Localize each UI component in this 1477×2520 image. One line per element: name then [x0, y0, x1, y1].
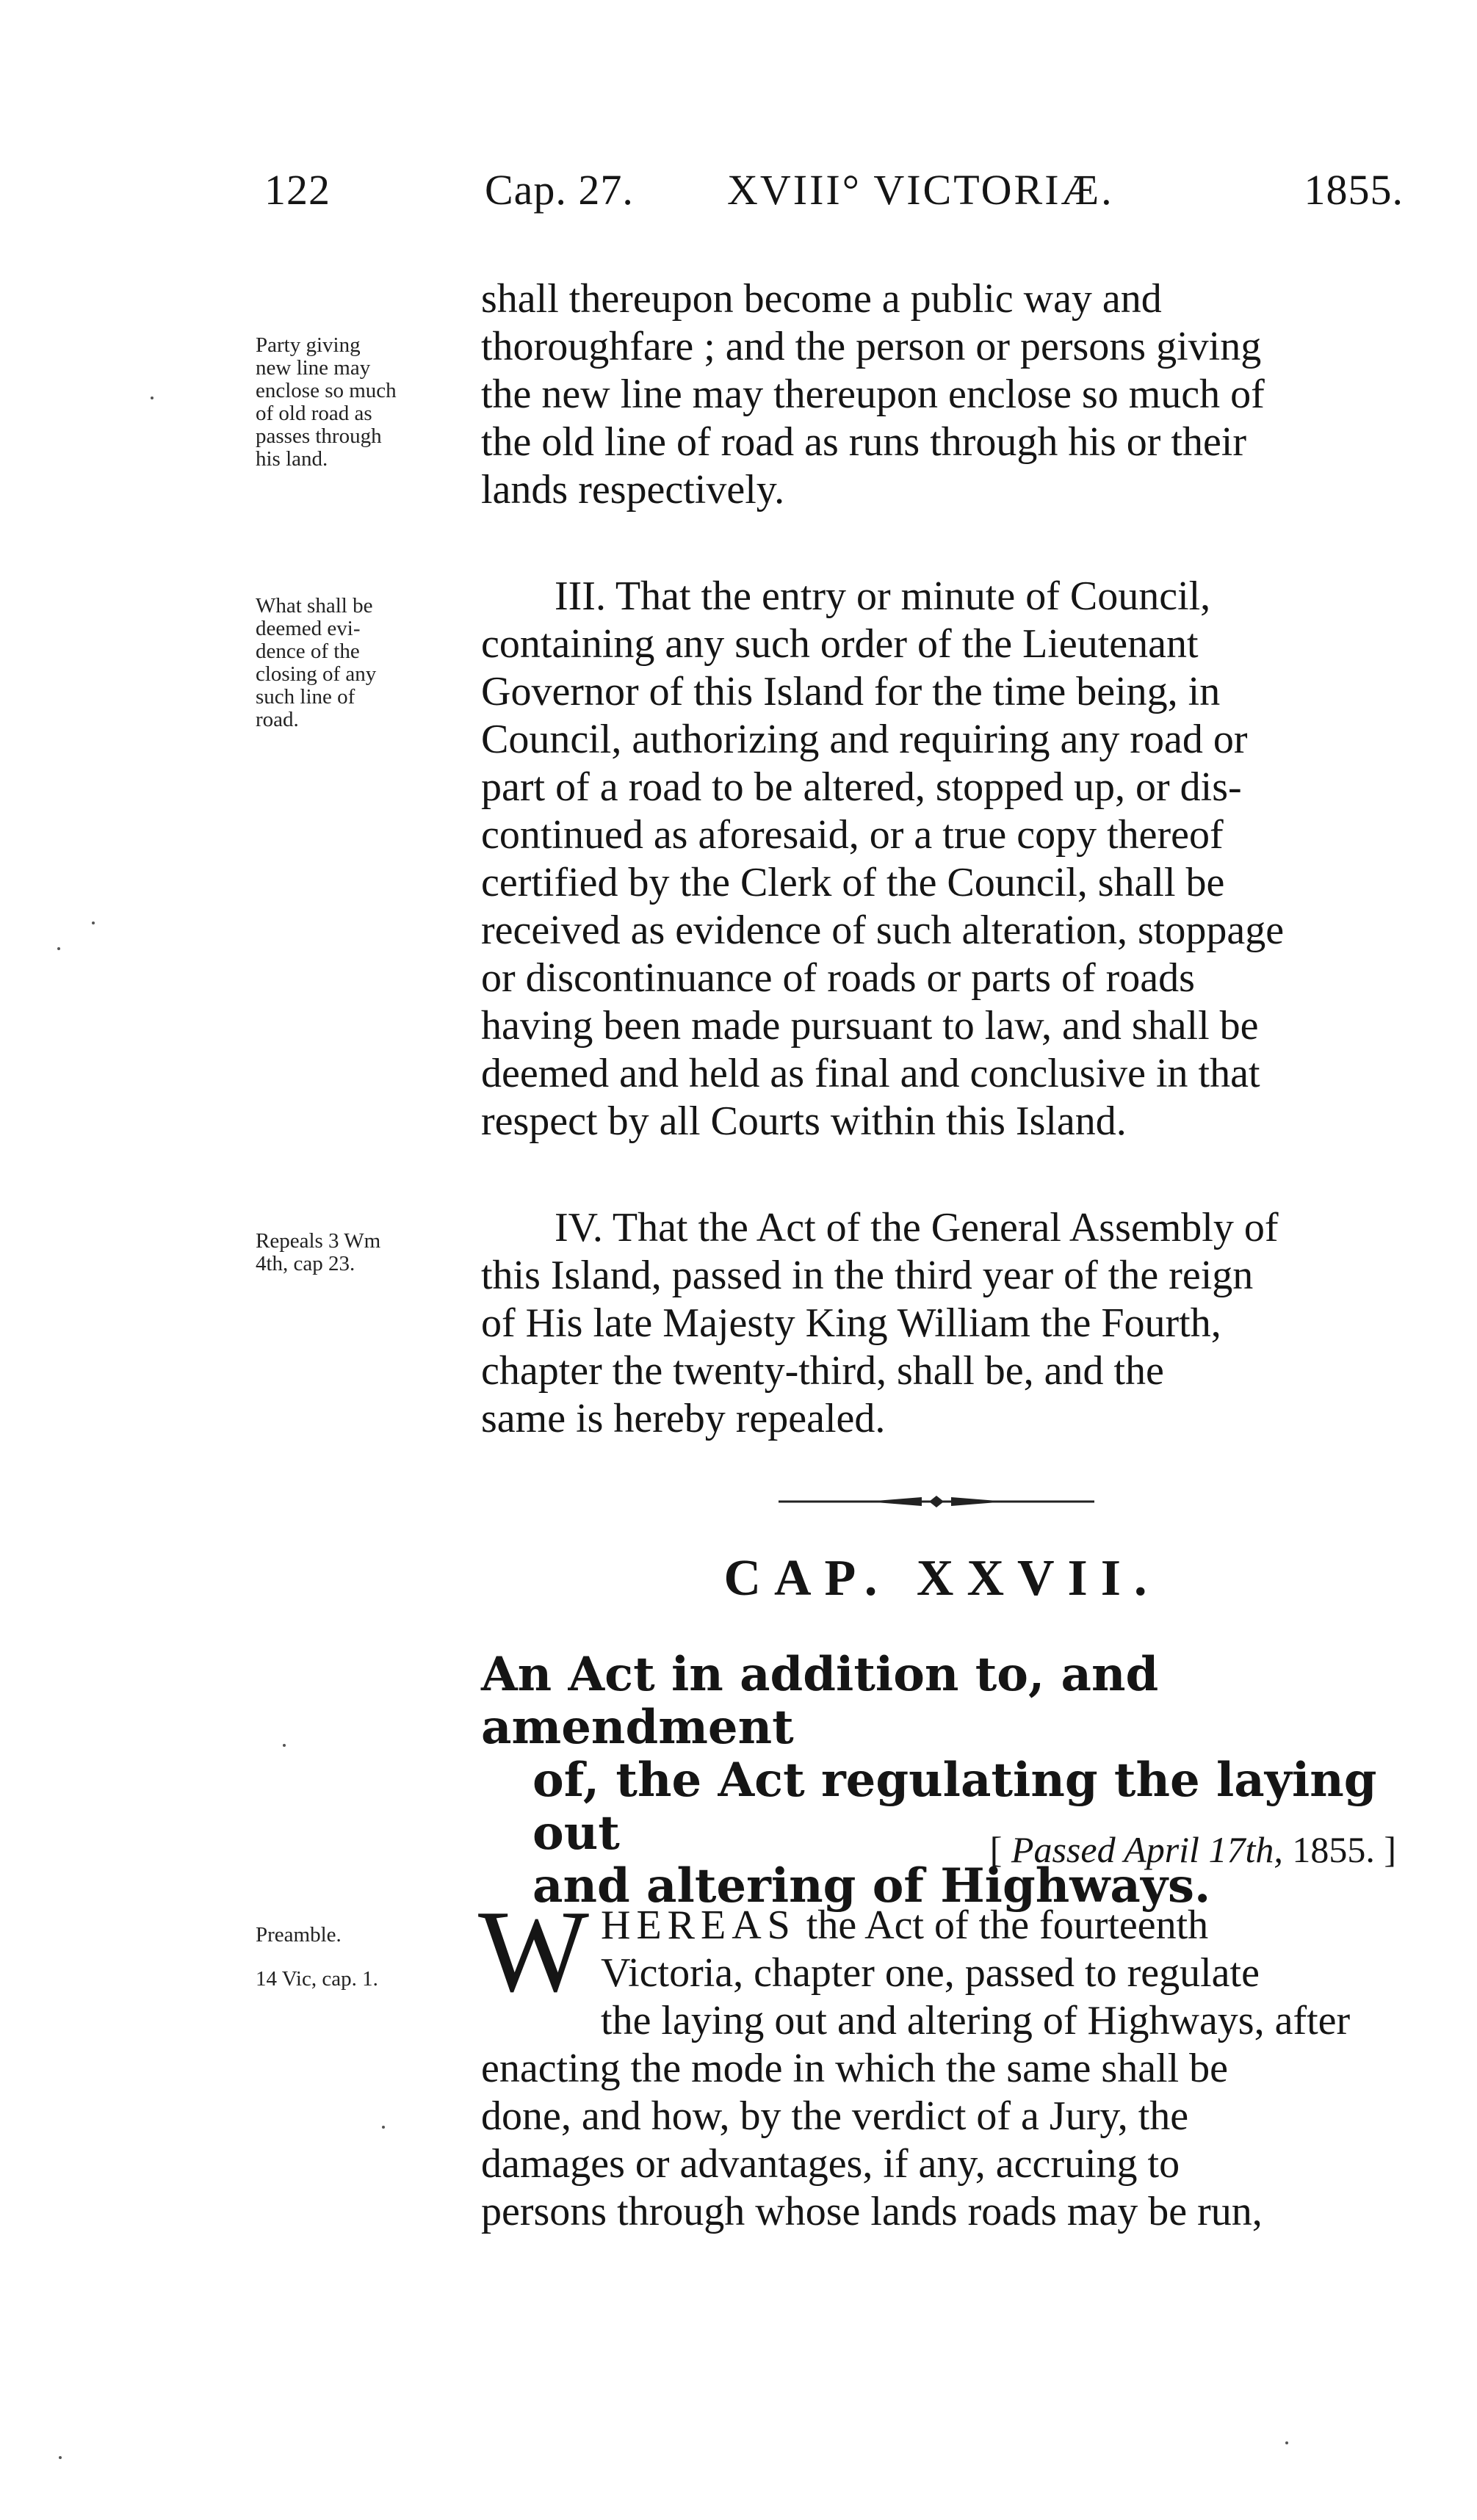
text-line: thoroughfare ; and the person or persons giving — [481, 324, 1262, 369]
side-note-line: of old road as — [256, 402, 372, 425]
passed-year: 1855. — [1292, 1829, 1375, 1870]
side-note-line: Party giving — [256, 333, 361, 357]
side-note-repeals — [256, 1230, 469, 1275]
bracket-open: [ — [989, 1829, 1003, 1870]
side-note-line: such line of — [256, 685, 355, 709]
text-line: III. That the entry or minute of Council, — [555, 573, 1211, 619]
text-line: received as evidence of such alteration, stoppage — [481, 908, 1285, 953]
act-title-line: of, the Act regulating the laying out — [532, 1753, 1377, 1861]
text-line: part of a road to be altered, stopped up, or dis- — [481, 764, 1242, 810]
text-line: respect by all Courts within this Island. — [481, 1098, 1127, 1144]
side-note-line: enclose so much — [256, 379, 397, 402]
side-note-line: closing of any — [256, 662, 377, 686]
side-note-line: passes through — [256, 424, 382, 448]
chapter-heading: CAP. XXVII. — [723, 1550, 1160, 1607]
text-line: continued as aforesaid, or a true copy thereof — [481, 812, 1224, 858]
text-line: damages or advantages, if any, accruing to — [481, 2141, 1180, 2187]
section-iii — [481, 573, 1403, 1145]
side-note-evidence — [256, 595, 469, 731]
side-note-preamble: Preamble. — [256, 1923, 342, 1947]
ornamental-divider — [771, 1494, 1102, 1509]
text-line: chapter the twenty-third, shall be, and the — [481, 1348, 1164, 1394]
chapter-label: Cap. 27. — [485, 166, 634, 214]
text-line: lands respectively. — [481, 467, 785, 513]
side-note-line: new line may — [256, 356, 371, 380]
section-iv — [481, 1204, 1403, 1443]
text-line: this Island, passed in the third year of the reign — [481, 1253, 1254, 1298]
text-line: or discontinuance of roads or parts of roads — [481, 955, 1195, 1001]
passed-label: Passed April 17th, — [1011, 1829, 1283, 1870]
text-line: enacting the mode in which the same shall be — [481, 2046, 1229, 2091]
text-line: deemed and held as final and conclusive in that — [481, 1051, 1260, 1096]
act-title-line: An Act in addition to, and amendment — [481, 1647, 1159, 1755]
header-year: 1855. — [1304, 166, 1404, 214]
passed-date — [990, 1828, 1396, 1871]
side-note-party-giving — [256, 334, 469, 471]
paragraph-text — [481, 573, 1403, 1145]
text-line: the laying out and altering of Highways, after — [601, 1998, 1351, 2043]
text-line: Governor of this Island for the time being, in — [481, 669, 1221, 714]
text-line: containing any such order of the Lieutenant — [481, 621, 1199, 667]
side-note-line: deemed evi- — [256, 617, 361, 640]
paragraph-text — [478, 1886, 1403, 2236]
text-line: the Act of the fourteenth — [806, 1902, 1209, 1948]
text-line: certified by the Clerk of the Council, shall be — [481, 860, 1225, 905]
text-line: having been made pursuant to law, and shall be — [481, 1003, 1259, 1049]
text-line: shall thereupon become a public way and — [481, 276, 1162, 322]
side-note-line: What shall be — [256, 594, 373, 618]
bracket-close: ] — [1384, 1829, 1396, 1870]
text-line: same is hereby repealed. — [481, 1396, 886, 1441]
act-title-line: and altering of Highways. — [532, 1858, 1211, 1913]
paragraph-text — [481, 1204, 1403, 1443]
preamble-paragraph — [478, 1886, 1403, 2236]
text-line: Victoria, chapter one, passed to regulate — [601, 1950, 1260, 1996]
text-line: done, and how, by the verdict of a Jury, the — [481, 2093, 1189, 2139]
page-number: 122 — [264, 166, 331, 214]
side-note-line: dence of the — [256, 640, 360, 663]
text-line: persons through whose lands roads may be run, — [481, 2189, 1263, 2234]
side-note-line: Repeals 3 Wm — [256, 1229, 381, 1253]
small-caps-word: HEREAS — [601, 1902, 796, 1948]
side-note-line: his land. — [256, 447, 328, 471]
text-line: Council, authorizing and requiring any road or — [481, 717, 1248, 762]
side-note-line: road. — [256, 708, 299, 731]
header-title: XVIII° VICTORIÆ. — [727, 166, 1114, 214]
text-line: the old line of road as runs through his or their — [481, 419, 1247, 465]
paragraph-continuation — [481, 275, 1403, 514]
text-line: of His late Majesty King William the Fourth, — [481, 1300, 1221, 1346]
drop-cap: W — [478, 1886, 590, 2016]
text-line: the new line may thereupon enclose so much of — [481, 372, 1265, 417]
paragraph-text — [481, 275, 1403, 514]
running-header — [264, 165, 1404, 224]
side-note-line: 4th, cap 23. — [256, 1252, 355, 1275]
side-note-reference: 14 Vic, cap. 1. — [256, 1967, 378, 1991]
act-title — [481, 1648, 1403, 1913]
text-line: IV. That the Act of the General Assembly of — [555, 1205, 1279, 1250]
